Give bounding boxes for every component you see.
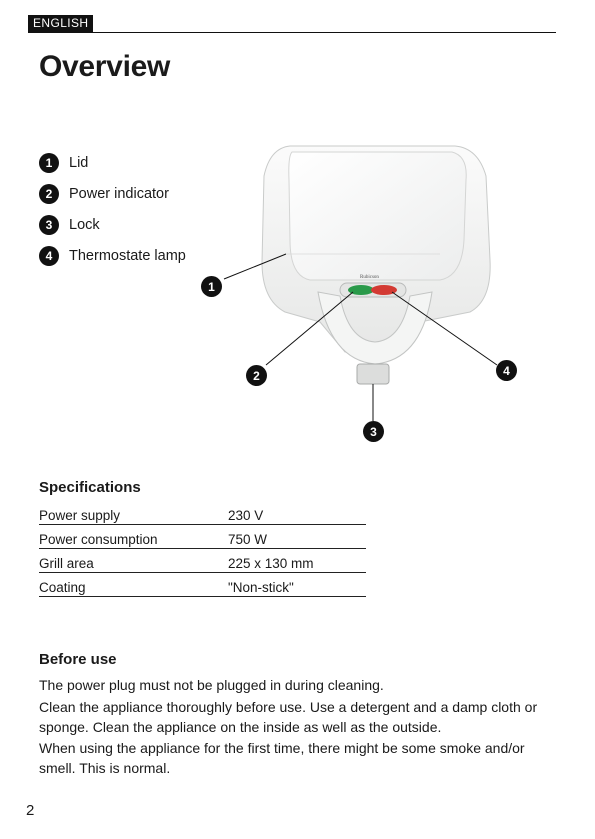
callout-badge-4: 4	[496, 360, 517, 381]
before-use-paragraph: The power plug must not be plugged in during cleaning.	[39, 677, 384, 693]
specifications-table	[39, 501, 366, 597]
spec-label: Power consumption	[39, 525, 228, 549]
page-number: 2	[26, 802, 35, 819]
spec-value: 225 x 130 mm	[228, 549, 366, 573]
spec-label: Power supply	[39, 501, 228, 525]
spec-label: Grill area	[39, 549, 228, 573]
part-label: Thermostate lamp	[69, 247, 186, 264]
spec-value: "Non-stick"	[228, 573, 366, 597]
callout-badge-1: 1	[201, 276, 222, 297]
spec-label: Coating	[39, 573, 228, 597]
before-use-paragraph: When using the appliance for the first time, there might be some smoke and/or smell. This is normal.	[39, 740, 525, 776]
brand-logo: Rubicson	[360, 275, 379, 280]
lock-latch	[357, 364, 389, 384]
part-label: Power indicator	[69, 185, 169, 202]
before-use-heading: Before use	[39, 651, 117, 668]
part-number-badge: 4	[39, 246, 59, 266]
part-label: Lock	[69, 216, 100, 233]
callout-badge-2: 2	[246, 365, 267, 386]
part-number-badge: 1	[39, 153, 59, 173]
spec-value: 230 V	[228, 501, 366, 525]
language-tag: ENGLISH	[28, 15, 93, 32]
part-number-badge: 2	[39, 184, 59, 204]
before-use-paragraph: Clean the appliance thoroughly before use. Use a detergent and a damp cloth or sponge. Clean the appliance on the inside as well as the outside.	[39, 699, 538, 735]
part-number-badge: 3	[39, 215, 59, 235]
appliance-lid	[289, 152, 466, 280]
table-row	[39, 501, 366, 525]
table-row	[39, 549, 366, 573]
table-row	[39, 525, 366, 549]
spec-value: 750 W	[228, 525, 366, 549]
part-label: Lid	[69, 154, 89, 171]
callout-badge-3: 3	[363, 421, 384, 442]
table-row	[39, 573, 366, 597]
page-title: Overview	[39, 50, 171, 83]
specifications-heading: Specifications	[39, 479, 141, 496]
thermostat-lamp	[371, 285, 397, 295]
